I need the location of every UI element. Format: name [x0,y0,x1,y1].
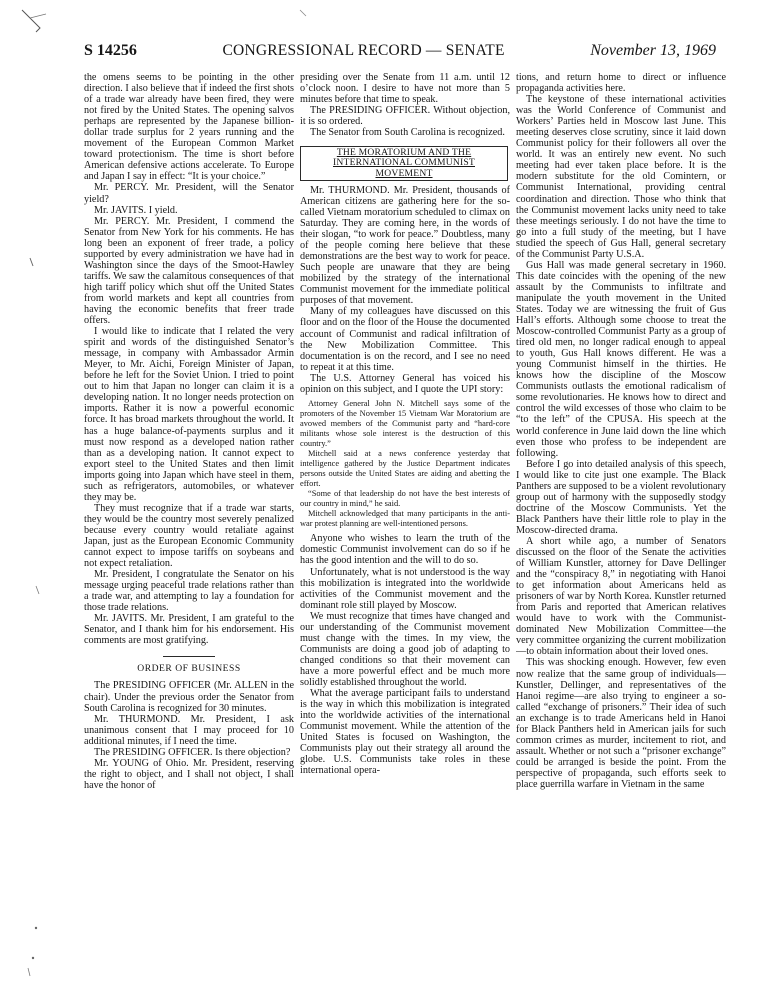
paragraph: Mr. President, I congratulate the Senator on his message urging peaceful trade relations rather than a trade war, and attempting to lay a foundation for those trade relations. [84,569,294,614]
paragraph: tions, and return home to direct or influence propaganda activities here. [516,72,726,95]
paragraph: Unfortunately, what is not understood is the way this mobilization is integrated into the worldwide activities of the Communist movement and the dominant role still played by Moscow. [300,566,510,611]
margin-tick [36,586,39,594]
margin-tick [30,258,33,266]
paragraph: A short while ago, a number of Senators discussed on the floor of the Senate the activities of William Kunstler, attorney for Dave Dellinger and the “conspiracy 8,” in negotiating with Hanoi to get information about Americans held as prisoners of war by North Korea. Kunstler returned from Paris and reported that American relatives would have to work with the Communist-dominated New Mobilization Committee—the very committee organizing the current mobilization—to obtain information about their loved ones. [516,535,726,658]
column-3 [516,72,726,984]
paragraph: The PRESIDING OFFICER. Without objection, it is so ordered. [300,105,510,128]
paragraph: Mr. PERCY. Mr. President, I commend the Senator from New York for his comments. He has long been an exponent of freer trade, a policy supported by every administration we have had in Washington since the days of the Smoot-Hawley tariffs. We saw the calamitous consequences of that high tariff policy which shut off the United States from world markets and kept all countries from having the economic benefits that freer trade offers. [84,215,294,327]
issue-date: November 13, 1969 [590,42,716,59]
column-1 [84,72,294,984]
corner-scratch [30,14,46,18]
margin-tick [28,968,30,976]
paragraph: We must recognize that times have changed and our understanding of the Communist movement must change with the times. In my view, the Communists are doing a good job of adapting to changed conditions so that their movement can have a more powerful effect and be much more solidly established throughout the world. [300,610,510,688]
quoted-story: Mitchell acknowledged that many participants in the anti-war protest planning are well-intentioned persons. [300,509,510,529]
margin-dot [32,957,34,959]
section-divider [163,656,215,657]
paragraph: presiding over the Senate from 11 a.m. until 12 o’clock noon. I desire to have not more than 5 minutes before that time to speak. [300,72,510,106]
column-2 [300,72,510,984]
corner-scratch [300,10,306,16]
margin-dot [35,927,37,929]
paragraph: The U.S. Attorney General has voiced his opinion on this subject, and I quote the UPI story: [300,372,510,395]
paragraph: The PRESIDING OFFICER. Is there objection? [94,746,291,758]
paragraph: This was shocking enough. However, few even now realize that the same group of individuals—Kunstler, Dellinger, and representatives of the Hanoi regime—are also trying to engineer a so-called “exchange of prisoners.” Their idea of such an exchange is to trade Americans held in Hanoi for Black Panthers held in American jails for such common crimes as murder, incitement to riot, and assault. Whether or not such a “prisoner exchange” could be arranged is beside the point. From the perspective of propaganda, such efforts seek to place guerrilla warfare in Vietnam in the same [516,657,726,790]
paragraph: They must recognize that if a trade war starts, they would be the country most severely penalized because every country would retaliate against Japan, just as the European Economic Community cannot expect to impose tariffs on soybeans and not expect retaliation. [84,502,294,570]
page-number: S 14256 [84,42,137,59]
quoted-story: “Some of that leadership do not have the best interests of our country in mind,” he said. [300,489,510,509]
paragraph: The keystone of these international activities was the World Conference of Communist and Workers’ Parties held in Moscow last June. This meeting deserves close scrutiny, since it laid down Communist policy for their followers all over the world. It was an entirely new event. No such meeting had ever taken place before. It is the modern substitute for the old Comintern, or Communist International, providing central coordination and direction. Those who think that the Communist movement lacks unity need to take these meetings seriously. I do not have the time to go into a full study of the meeting, but I have studied the speech of Gus Hall, general secretary of the Communist Party U.S.A. [516,94,726,260]
paragraph: What the average participant fails to understand is the way in which this mobilization is integrated into the worldwide activities of the international Communist movement. While the attention of the United States is focused on Washington, the Communists play out their strategy all around the globe. U.S. Communists take roles in these international opera- [300,688,510,777]
publication-title: CONGRESSIONAL RECORD — SENATE [222,42,505,59]
paragraph: Many of my colleagues have discussed on this floor and on the floor of the House the documented account of Communist and radical infiltration of the New Mobilization Committee. This documentation is on the record, and I see no need to repeat it at this time. [300,306,510,373]
paragraph: The Senator from South Carolina is recognized. [310,127,505,139]
speech-heading: THE MORATORIUM AND THE INTERNATIONAL COMMUNIST MOVEMENT [300,146,508,181]
paragraph: Before I go into detailed analysis of this speech, I would like to cite just one example. The Black Panthers are supposed to be a violent revolutionary group out of harmony with the supposedly stodgy doctrine of the Moscow Communists. Yet the Black Panthers have their little role to play in the Moscow-directed drama. [516,458,726,536]
paragraph: Mr. JAVITS. Mr. President, I am grateful to the Senator, and I thank him for his endorsement. His comments are most gratifying. [84,613,294,647]
section-heading: ORDER OF BUSINESS [137,663,241,675]
quoted-story: Attorney General John N. Mitchell says some of the promoters of the November 15 Vietnam War Moratorium are avowed members of the Communist party and “hard-core militants whose sole interest is the destruction of this country.” [300,398,510,448]
paragraph: The PRESIDING OFFICER (Mr. ALLEN in the chair). Under the previous order the Senator from South Carolina is recognized for 30 minutes. [84,680,294,714]
paragraph: Mr. PERCY. Mr. President, will the Senator yield? [84,182,294,205]
paragraph: Mr. JAVITS. I yield. [94,204,178,216]
paragraph: Mr. YOUNG of Ohio. Mr. President, reserving the right to object, and I shall not object, I shall have the honor of [84,757,294,791]
quoted-story: Mitchell said at a news conference yesterday that intelligence gathered by the Justice Department indicates persons outside the United States are aiding and abetting the effort. [300,449,510,489]
masthead [84,42,716,64]
paragraph: Mr. THURMOND. Mr. President, thousands of American citizens are gathering here for the so-called Vietnam moratorium scheduled to climax on Saturday. They are coming here, in the words of their slogan, “to work for peace.” Doubtless, many of the people coming here believe that these demonstrations are the best way to work for peace. Such people are unaware that they are being mobilized by the strategy of the international Communist movement for the immediate political purposes of that movement. [300,184,510,307]
paragraph: I would like to indicate that I related the very spirit and words of the distinguished Senator’s message, in company with Ambassador Armin Meyer, to Mr. Aichi, Foreign Minister of Japan, before he left for the Soviet Union. I tried to point out to him that Japan no longer can claim it is a developing nation. It no longer needs protection on imports. Rather it is now a powerful economic force. It has broad markets throughout the world. It has a huge balance-of-payments surplus and it must now respond as a developed nation rather than as a developing nation. It cannot expect to export steel to the United States and then limit imports going into Japan which have steel in them, such as refrigerators, automobiles, or whatever they may be. [84,326,294,503]
paragraph: Mr. THURMOND. Mr. President, I ask unanimous consent that I may proceed for 10 additional minutes, if I need the time. [84,713,294,747]
corner-scratch [22,10,40,32]
paragraph: the omens seems to be pointing in the other direction. I also believe that if indeed the first shots of a trade war already have been fired, they were not fired by the United States. The opening salvos perhaps are represented by the Japanese billion-dollar trade surplus for 2 years running and the movement of the European Common Market toward protectionism. The time is short before American defensive actions accelerate. To Europe and Japan I say in effect: “It is your choice.” [84,72,294,183]
paragraph: Gus Hall was made general secretary in 1960. This date coincides with the opening of the new assault by the Communists to infiltrate and manipulate the youth movement in the United States. Today we are witnessing the fruit of Gus Hall’s efforts. Although some choose to treat the Moscow-controlled Communist Party as a group of tired old men, no longer radical enough to appeal to youth, Gus Hall knows different. He was a young Communist himself in the thirties. He knows how the discipline of the Moscow Communists outlasts the emotional radicalism of some revolutionaries. He knows how to direct and control the wild excesses of those who claim to be “to the left” of the CPUSA. His speech at the world conference in June laid down the line which even those who profess to be independent are following. [516,259,726,459]
paragraph: Anyone who wishes to learn the truth of the domestic Communist involvement can do so if he has the good intention and the will to do so. [300,533,510,567]
